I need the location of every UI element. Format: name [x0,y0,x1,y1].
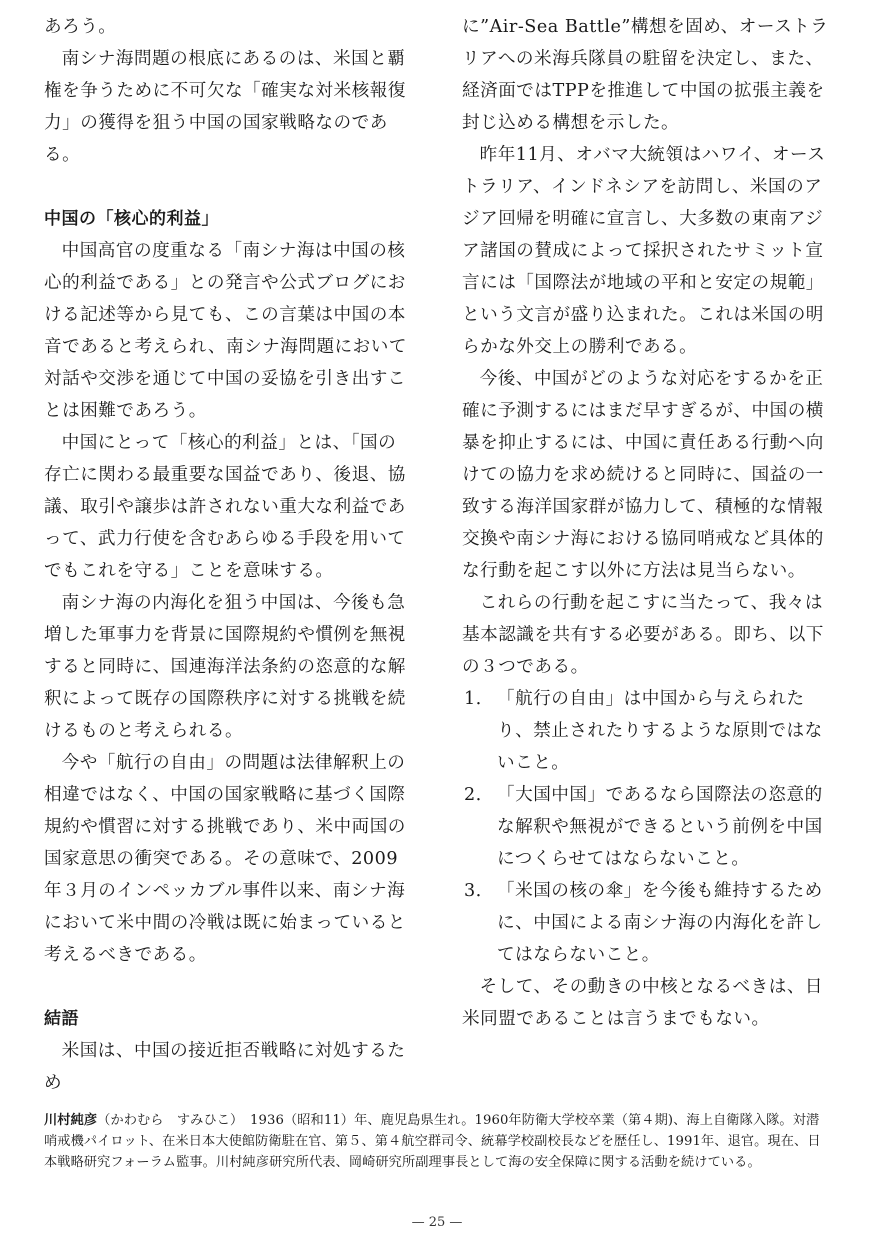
paragraph: 今や「航行の自由」の問題は法律解釈上の相違ではなく、中国の国家戦略に基づく国際規約や慣習に対する挑戦であり、米中両国の国家意思の衝突である。その意味で、2009年３月のインペッカブル事件以来、南シナ海において米中間の冷戦は既に始まっていると考えるべきである。 [44,753,406,965]
list-number: 2． [464,785,494,805]
list-item [462,875,830,971]
list-text: 「大国中国」であるなら国際法の恣意的な解釈や無視ができるという前例を中国につくらせてはならないこと。 [497,785,823,869]
paragraph: 中国高官の度重なる「南シナ海は中国の核心的利益である」との発言や公式ブログにおける記述等から見ても、この言葉は中国の本音であると考えられ、南シナ海問題において対話や交渉を通じて中国の妥協を引き出すことは困難であろう。 [44,241,407,421]
author-bio [44,1110,830,1173]
paragraph: 中国にとって「核心的利益」とは、「国の存亡に関わる最重要な国益であり、後退、協議、取引や譲歩は許されない重大な利益であって、武力行使を含むあらゆる手段を用いてでもこれを守る」ことを意味する。 [44,433,406,581]
list-number: 3． [464,881,494,901]
list-number: 1． [464,689,494,709]
paragraph: に”Air-Sea Battle”構想を固め、オーストラリアへの米海兵隊員の駐留を決定し、また、経済面ではTPPを推進して中国の拡張主義を封じ込める構想を示した。 [462,17,829,133]
list-text: 「航行の自由」は中国から与えられたり、禁止されたりするような原則ではないこと。 [497,689,823,773]
spacer [44,171,412,203]
page-number: — 25 — [411,1215,463,1230]
right-column [462,11,830,1035]
author-bio-text: （かわむら すみひこ） 1936（昭和11）年、鹿児島県生れ。1960年防衛大学校卒業（第４期)、海上自衛隊入隊。対潜哨戒機パイロット、在米日本大使館防衛駐在官、第５、第４航空群司令、統幕学校副校長などを歴任し、1991年、退官。現在、日本戦略研究フォーラム監事。川村純彦研究所代表、岡崎研究所副理事長として海の安全保障に関する活動を続けている。 [44,1113,821,1170]
section-heading: 中国の「核心的利益」 [44,209,219,229]
list-text: 「米国の核の傘」を今後も維持するために、中国による南シナ海の内海化を許してはならないこと。 [497,881,823,965]
list-item [462,683,830,779]
paragraph: 南シナ海の内海化を狙う中国は、今後も急増した軍事力を背景に国際規約や慣例を無視すると同時に、国連海洋法条約の恣意的な解釈によって既存の国際秩序に対する挑戦を続けるものと考えられる。 [44,593,406,741]
paragraph: 昨年11月、オバマ大統領はハワイ、オーストラリア、インドネシアを訪問し、米国のアジア回帰を明確に宣言し、大多数の東南アジア諸国の賛成によって採択されたサミット宣言には「国際法が地域の平和と安定の規範」という文言が盛り込まれた。これは米国の明らかな外交上の勝利である。 [462,145,826,357]
paragraph: 米国は、中国の接近拒否戦略に対処するため [44,1041,406,1093]
paragraph: そして、その動きの中核となるべきは、日米同盟であることは言うまでもない。 [462,977,824,1029]
paragraph: あろう。 [44,17,117,37]
paragraph: これらの行動を起こすに当たって、我々は基本認識を共有する必要がある。即ち、以下の３つである。 [462,593,824,677]
spacer [44,971,412,1003]
section-heading: 結語 [44,1009,79,1029]
list-item [462,779,830,875]
paragraph: 南シナ海問題の根底にあるのは、米国と覇権を争うために不可欠な「確実な対米核報復力」の獲得を狙う中国の国家戦略なのである。 [44,49,406,165]
left-column [44,11,412,1099]
author-name: 川村純彦 [44,1113,98,1128]
paragraph: 今後、中国がどのような対応をするかを正確に予測するにはまだ早すぎるが、中国の横暴を抑止するには、中国に責任ある行動へ向けての協力を求め続けると同時に、国益の一致する海洋国家群が協力して、積極的な情報交換や南シナ海における協同哨戒など具体的な行動を起こす以外に方法は見当らない。 [462,369,824,581]
